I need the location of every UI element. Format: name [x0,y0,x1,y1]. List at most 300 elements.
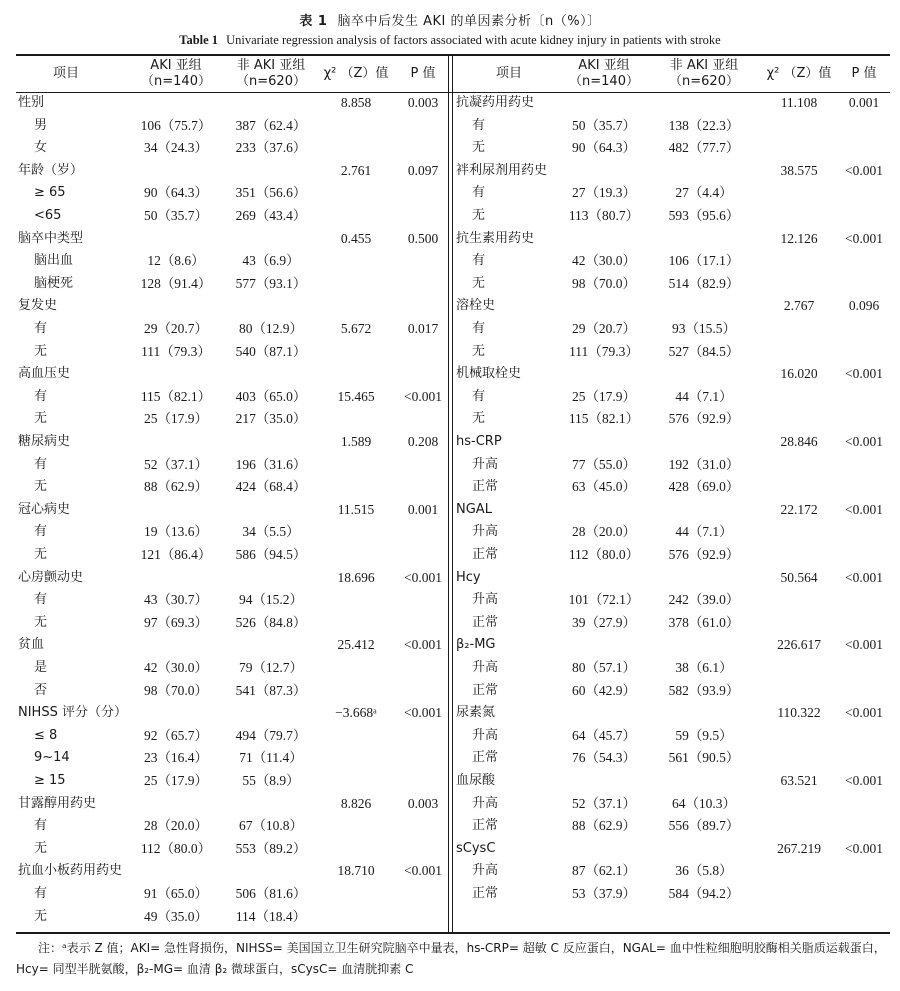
table-row [454,544,890,567]
table-row [454,454,890,477]
row-label: ≥ 15 [34,773,66,788]
row-label: NGAL [456,501,492,517]
table-row [16,657,448,680]
non-aki-value: 514（82.9） [668,275,740,291]
row-label: 尿素氮 [456,705,496,721]
column-divider [452,54,453,934]
table-row [16,906,448,929]
table-row [454,228,890,251]
row-label: β₂-MG [456,637,496,653]
table-row [16,702,448,725]
non-aki-value: 80（12.9） [238,321,304,336]
table-row [16,883,448,906]
row-label: 无 [34,908,48,924]
non-aki-value: 527（84.5） [668,343,740,359]
aki-value: 29（20.7） [143,321,209,336]
non-aki-value: 577（93.1） [235,275,307,291]
row-label: 无 [34,840,48,856]
table-row [16,137,448,160]
p-value: 0.096 [848,298,880,314]
aki-value: 87（62.1） [571,863,637,879]
row-label: 抗生素用药史 [456,230,535,246]
row-label: 是 [34,660,48,675]
aki-value: 29（20.7） [571,321,637,336]
header-p: P 值 [851,66,877,81]
table-row [454,657,890,680]
p-value: <0.001 [845,501,883,517]
chi-value: 12.126 [780,230,818,246]
p-value: <0.001 [845,230,883,246]
non-aki-value: 378（61.0） [668,614,740,630]
row-label: 有 [34,818,48,834]
aki-value: 115（82.1） [140,388,212,404]
row-label: 糖尿病史 [18,434,71,449]
non-aki-value: 424（68.4） [235,479,307,495]
table-row [454,499,890,522]
table-row [454,115,890,138]
non-aki-value: 38（6.1） [675,660,733,675]
table-row [16,205,448,228]
table-row [454,680,890,703]
non-aki-value: 192（31.0） [668,456,740,472]
row-label: 无 [34,343,48,359]
non-aki-value: 387（62.4） [235,117,307,133]
p-value: <0.001 [845,434,883,449]
aki-value: 25（17.9） [143,773,209,788]
table-row [454,567,890,590]
row-label: 有 [34,524,48,540]
header-non-aki-line2: （n=620） [669,74,739,89]
row-label: 无 [34,479,48,495]
non-aki-value: 55（8.9） [242,773,300,788]
header-non-aki [644,58,764,90]
non-aki-value: 44（7.1） [675,388,733,404]
chi-value: 5.672 [340,321,372,336]
header-non-aki-line1: 非 AKI 亚组 [236,58,306,73]
table-row [16,115,448,138]
row-label: 溶栓史 [456,298,496,314]
row-label: 否 [34,682,48,698]
table-row [454,431,890,454]
non-aki-value: 526（84.8） [235,614,307,630]
p-value: 0.003 [407,795,439,811]
p-value: 0.208 [407,434,439,449]
row-label: 无 [472,275,486,291]
table-row [454,612,890,635]
non-aki-value: 34（5.5） [242,524,300,540]
non-aki-value: 582（93.9） [668,682,740,698]
p-value: <0.001 [845,366,883,382]
table-label-cn: 表 1 [299,14,328,29]
row-label: <65 [34,208,62,223]
row-label: NIHSS 评分（分） [18,705,127,721]
row-label: hs-CRP [456,434,502,449]
row-label: 贫血 [18,637,45,653]
non-aki-value: 94（15.2） [238,592,304,608]
table-row [454,793,890,816]
aki-value: 49（35.0） [143,908,209,924]
table-row [16,92,448,115]
row-label: 升高 [472,727,499,743]
table-row [454,205,890,228]
aki-value: 91（65.0） [143,886,209,901]
chi-value: 2.767 [783,298,815,314]
non-aki-value: 584（94.2） [668,886,740,901]
aki-value: 12（8.6） [147,253,205,269]
table-row [454,860,890,883]
table-row [454,363,890,386]
non-aki-value: 114（18.4） [235,908,307,924]
non-aki-value: 540（87.1） [235,343,307,359]
header-aki [549,58,659,90]
row-label: 高血压史 [18,366,71,382]
table-row [454,295,890,318]
table-row [16,521,448,544]
aki-value: 121（86.4） [140,547,212,562]
header-chi: χ² （Z）值 [766,66,832,81]
table-row [454,815,890,838]
aki-value: 39（27.9） [571,614,637,630]
row-label: 正常 [472,614,499,630]
p-value: 0.097 [407,162,439,178]
table-row [454,770,890,793]
table-title-cn [0,10,900,29]
header-aki-line2: （n=140） [141,74,211,89]
aki-value: 92（65.7） [143,727,209,743]
row-label: 心房颤动史 [18,569,84,585]
table-row [454,408,890,431]
table-row [454,589,890,612]
non-aki-value: 561（90.5） [668,750,740,766]
table-row [16,793,448,816]
non-aki-value: 67（10.8） [238,818,304,834]
header-item: 项目 [52,66,79,81]
row-label: 血尿酸 [456,773,496,788]
aki-value: 27（19.3） [571,185,637,201]
p-value: <0.001 [404,705,442,721]
chi-value: 2.761 [340,162,372,178]
aki-value: 28（20.0） [143,818,209,834]
non-aki-value: 482（77.7） [668,140,740,156]
row-label: ≥ 65 [34,185,66,201]
row-label: 有 [472,388,486,404]
header-aki [126,58,226,90]
row-label: 无 [34,547,48,562]
p-value: <0.001 [404,388,442,404]
chi-value: 0.455 [340,230,372,246]
chi-value: 8.858 [340,95,372,110]
aki-value: 52（37.1） [143,456,209,472]
chi-value: −3.668ᵃ [335,705,377,721]
non-aki-value: 217（35.0） [235,411,307,427]
table-row [16,567,448,590]
table-row [454,137,890,160]
table-row [454,386,890,409]
table-bottom-rule [16,932,890,934]
non-aki-value: 106（17.1） [668,253,740,269]
non-aki-value: 64（10.3） [671,795,737,811]
chi-value: 25.412 [337,637,375,653]
p-value: <0.001 [404,569,442,585]
table-row [16,408,448,431]
p-value: <0.001 [404,637,442,653]
table-title-cn-text: 脑卒中后发生 AKI 的单因素分析〔n（%）〕 [337,14,601,29]
p-value: 0.500 [407,230,439,246]
row-label: 有 [34,592,48,608]
row-label: 机械取栓史 [456,366,522,382]
row-label: 年龄（岁） [18,162,84,178]
table-row [16,860,448,883]
table-row [16,499,448,522]
aki-value: 112（80.0） [140,840,212,856]
non-aki-value: 93（15.5） [671,321,737,336]
non-aki-value: 79（12.7） [238,660,304,675]
table-row [454,476,890,499]
non-aki-value: 576（92.9） [668,547,740,562]
table-row [16,160,448,183]
chi-value: 11.515 [337,501,375,517]
non-aki-value: 576（92.9） [668,411,740,427]
row-label: 正常 [472,547,499,562]
row-label: 正常 [472,479,499,495]
table-row [16,454,448,477]
row-label: 正常 [472,750,499,766]
aki-value: 43（30.7） [143,592,209,608]
row-label: 正常 [472,818,499,834]
non-aki-value: 27（4.4） [675,185,733,201]
row-label: 有 [34,321,48,336]
row-label: 男 [34,117,48,133]
aki-value: 111（79.3） [569,343,639,359]
header-non-aki [216,58,326,90]
aki-value: 97（69.3） [143,614,209,630]
table-row [16,228,448,251]
aki-value: 98（70.0） [143,682,209,698]
aki-value: 60（42.9） [571,682,637,698]
table-row [454,838,890,861]
chi-value: 267.219 [777,840,821,856]
table-row [16,634,448,657]
aki-value: 90（64.3） [143,185,209,201]
table-row [454,521,890,544]
table-row [454,725,890,748]
chi-value: 63.521 [780,773,818,788]
table-row [16,476,448,499]
row-label: 有 [472,185,486,201]
non-aki-value: 59（9.5） [675,727,733,743]
non-aki-value: 242（39.0） [668,592,740,608]
aki-value: 23（16.4） [143,750,209,766]
chi-value: 50.564 [780,569,818,585]
row-label: 无 [472,140,486,156]
aki-value: 90（64.3） [571,140,637,156]
aki-value: 64（45.7） [571,727,637,743]
aki-value: 101（72.1） [568,592,640,608]
aki-value: 25（17.9） [571,388,637,404]
table-row [454,273,890,296]
table-row [16,680,448,703]
chi-value: 18.710 [337,863,375,879]
aki-value: 19（13.6） [143,524,209,540]
table-row [454,318,890,341]
aki-value: 52（37.1） [571,795,637,811]
row-label: 脑出血 [34,253,74,269]
aki-value: 111（79.3） [141,343,211,359]
table-row [16,544,448,567]
aki-value: 88（62.9） [571,818,637,834]
row-label: 性别 [18,95,45,110]
row-label: 升高 [472,524,499,540]
table-row [454,702,890,725]
aki-value: 42（30.0） [571,253,637,269]
p-value: <0.001 [845,773,883,788]
aki-value: 113（80.7） [568,208,640,223]
table-title-en [0,33,900,48]
row-label: 复发史 [18,298,58,314]
row-label: 有 [472,321,486,336]
row-label: 升高 [472,795,499,811]
non-aki-value: 553（89.2） [235,840,307,856]
table-row [16,589,448,612]
chi-value: 1.589 [340,434,372,449]
row-label: 升高 [472,592,499,608]
chi-value: 15.465 [337,388,375,404]
table-row [16,273,448,296]
row-label: 无 [34,614,48,630]
aki-value: 88（62.9） [143,479,209,495]
row-label: 有 [472,117,486,133]
row-label: 甘露醇用药史 [18,795,97,811]
row-label: 9~14 [34,750,70,766]
table-row [454,160,890,183]
header-p: P 值 [410,66,436,81]
p-value: 0.001 [407,501,439,517]
row-label: 升高 [472,660,499,675]
table-row [16,725,448,748]
row-label: 无 [472,343,486,359]
aki-value: 28（20.0） [571,524,637,540]
table-row [16,431,448,454]
table-row [454,250,890,273]
chi-value: 28.846 [780,434,818,449]
non-aki-value: 36（5.8） [675,863,733,879]
table-row [16,295,448,318]
chi-value: 16.020 [780,366,818,382]
table-row [16,318,448,341]
row-label: ≤ 8 [34,727,58,743]
non-aki-value: 506（81.6） [235,886,307,901]
table-footnote: 注：ᵃ表示 Z 值；AKI= 急性肾损伤，NIHSS= 美国国立卫生研究院脑卒中量表，hs-CRP= 超敏 C 反应蛋白，NGAL= 血中性粒细胞明胶酶相关脂质运载蛋白，Hcy= 同型半胱氨酸，β₂-MG= 血清 β₂ 微球蛋白，sCysC= 血清胱抑素 C [16,941,886,976]
table-row [16,341,448,364]
row-label: 脑梗死 [34,275,74,291]
aki-value: 25（17.9） [143,411,209,427]
table-row [454,341,890,364]
row-label: 有 [34,456,48,472]
aki-value: 42（30.0） [143,660,209,675]
non-aki-value: 351（56.6） [235,185,307,201]
non-aki-value: 586（94.5） [235,547,307,562]
aki-value: 50（35.7） [571,117,637,133]
table-row [16,838,448,861]
p-value: <0.001 [845,840,883,856]
row-label: 袢利尿剂用药史 [456,162,548,178]
aki-value: 98（70.0） [571,275,637,291]
row-label: Hcy [456,569,481,585]
chi-value: 22.172 [780,501,818,517]
table-row [16,182,448,205]
chi-value: 11.108 [780,95,818,110]
header-chi: χ² （Z）值 [323,66,389,81]
table-row [16,770,448,793]
non-aki-value: 138（22.3） [668,117,740,133]
table-row [16,815,448,838]
chi-value: 18.696 [337,569,375,585]
table-label-en: Table 1 [179,33,219,47]
header-item: 项目 [495,66,522,81]
p-value: <0.001 [845,569,883,585]
table-top-rule [16,54,890,56]
row-label: 有 [34,388,48,404]
row-label: 女 [34,140,48,156]
p-value: 0.017 [407,321,439,336]
non-aki-value: 43（6.9） [242,253,300,269]
aki-value: 53（37.9） [571,886,637,901]
table-row [16,386,448,409]
aki-value: 50（35.7） [143,208,209,223]
row-label: 无 [472,411,486,427]
aki-value: 112（80.0） [568,547,640,562]
non-aki-value: 71（11.4） [239,750,303,766]
p-value: <0.001 [845,705,883,721]
row-label: 脑卒中类型 [18,230,84,246]
row-label: 正常 [472,886,499,901]
header-non-aki-line2: （n=620） [236,74,306,89]
row-label: 有 [472,253,486,269]
aki-value: 106（75.7） [140,117,212,133]
non-aki-value: 593（95.6） [668,208,740,223]
non-aki-value: 44（7.1） [675,524,733,540]
table-row [454,92,890,115]
non-aki-value: 541（87.3） [235,682,307,698]
p-value: <0.001 [404,863,442,879]
table-title-en-text: Univariate regression analysis of factors associated with acute kidney injury in patients with stroke [226,33,721,47]
table-row [454,182,890,205]
table-row [16,747,448,770]
non-aki-value: 403（65.0） [235,388,307,404]
chi-value: 38.575 [780,162,818,178]
row-label: 无 [34,411,48,427]
aki-value: 76（54.3） [571,750,637,766]
header-aki-line1: AKI 亚组 [578,58,630,73]
non-aki-value: 196（31.6） [235,456,307,472]
non-aki-value: 556（89.7） [668,818,740,834]
table-row [454,883,890,906]
row-label: 冠心病史 [18,501,71,517]
table-row [454,747,890,770]
p-value: 0.001 [848,95,880,110]
row-label: 无 [472,208,486,223]
aki-value: 80（57.1） [571,660,637,675]
row-label: 升高 [472,456,499,472]
row-label: 抗凝药用药史 [456,95,535,110]
row-label: 抗血小板药用药史 [18,863,123,879]
non-aki-value: 494（79.7） [235,727,307,743]
chi-value: 8.826 [340,795,372,811]
table-row [16,250,448,273]
p-value: 0.003 [407,95,439,110]
header-non-aki-line1: 非 AKI 亚组 [669,58,739,73]
p-value: <0.001 [845,637,883,653]
